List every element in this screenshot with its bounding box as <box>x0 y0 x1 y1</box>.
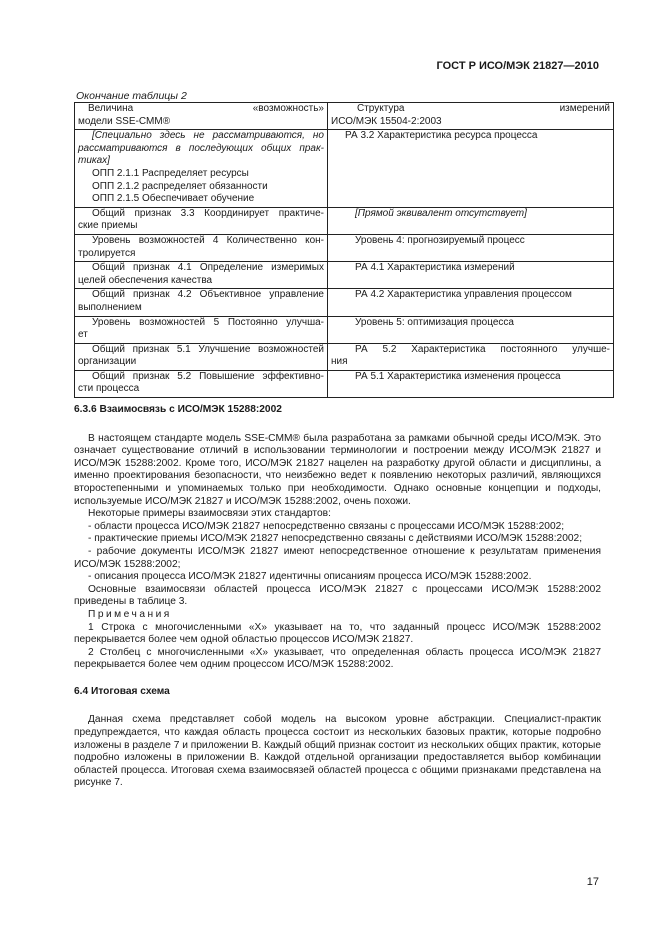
table-cell-left: Общий признак 5.1 Улучшение возможностей организации <box>75 343 328 370</box>
table-cell-right: Уровень 4: прогнозируемый процесс <box>328 234 614 261</box>
table-cell-left: [Специально здесь не рассматриваются, но рассматриваются в последующих общих прак- тиках] ОПП 2.1.1 Распределяет ресурсы ОПП 2.1.2 распределяет обязанности ОПП 2.1.5 Обеспечивает обучение <box>75 130 328 208</box>
page-number: 17 <box>586 876 599 888</box>
table-row <box>75 289 614 316</box>
comparison-table <box>74 102 614 398</box>
table-cell-right: РА 5.1 Характеристика изменения процесса <box>328 370 614 397</box>
table-row <box>75 262 614 289</box>
paragraph: Данная схема представляет собой модель на высоком уровне абстракции. Специалист-практик предупреждается, что каждая область процесса состоит из нескольких базовых практик, которые подробно изложены в разделе 7 и приложении В. Каждый общий признак состоит из нескольких общих практик, которые подробно изложены в приложении В. Каждой отдельной организации предоставляется выбор комбинации областей процесса. Итоговая схема взаимосвязей областей процесса с общими признаками представлена на рисунке 7. <box>74 714 601 789</box>
table-cell-left: Уровень возможностей 4 Количественно кон- тролируется <box>75 234 328 261</box>
header-cell-right: Структура измерений ИСО/МЭК 15504-2:2003 <box>328 103 614 130</box>
table-cell-left: Уровень возможностей 5 Постоянно улучша- ет <box>75 316 328 343</box>
paragraph: В настоящем стандарте модель SSE-CMM® была разработана за рамками обычной среды ИСО/МЭК. Это означает существование отличий в использовании терминологии и построении между ИСО/МЭК 21827 и ИСО/МЭК 15288:2002. Кроме того, ИСО/МЭК 21827 нацелен на разработку другой области и дисциплины, а именно проектирования безопасности, что неизбежно ведет к появлению некоторых различий, являющихся второстепенными и упоминаемых только при необходимости. Однако основные концепции и подходы, используемые ИСО/МЭК 21827 и ИСО/МЭК 15288:2002, очень похожи. <box>74 432 601 507</box>
table-cell-right: РА 4.2 Характеристика управления процессом <box>328 289 614 316</box>
table-row <box>75 370 614 397</box>
table-header-row <box>75 103 614 130</box>
table-caption: Окончание таблицы 2 <box>76 90 187 102</box>
table-cell-right: [Прямой эквивалент отсутствует] <box>328 207 614 234</box>
notes-label: Примечания <box>88 608 172 620</box>
table-cell-left: Общий признак 3.3 Координирует практиче- ские приемы <box>75 207 328 234</box>
table-cell-right: РА 4.1 Характеристика измерений <box>328 262 614 289</box>
table-cell-left: Общий признак 4.1 Определение измеримых целей обеспечения качества <box>75 262 328 289</box>
note: 1 Строка с многочисленными «X» указывает на то, что заданный процесс ИСО/МЭК 15288:2002 перекрывается более чем одной областью процессов ИСО/МЭК 21827. <box>74 621 601 646</box>
section-heading-6-3-6: 6.3.6 Взаимосвязь с ИСО/МЭК 15288:2002 <box>74 404 282 415</box>
table-cell-left: Общий признак 4.2 Объективное управление выполнением <box>75 289 328 316</box>
document-body <box>74 404 601 790</box>
table-row <box>75 343 614 370</box>
table-row <box>75 130 614 208</box>
table-cell-right: Уровень 5: оптимизация процесса <box>328 316 614 343</box>
table-row <box>75 234 614 261</box>
table-cell-right: РА 3.2 Характеристика ресурса процесса <box>328 130 614 208</box>
note: 2 Столбец с многочисленными «X» указывает, что определенная область процесса ИСО/МЭК 21827 перекрывается более чем одним процессом ИСО/МЭК 15288:2002. <box>74 646 601 671</box>
list-item: - описания процесса ИСО/МЭК 21827 идентичны описаниям процесса ИСО/МЭК 15288:2002. <box>88 571 532 583</box>
paragraph: Некоторые примеры взаимосвязи этих стандартов: <box>88 508 331 520</box>
list-item: - области процесса ИСО/МЭК 21827 непосредственно связаны с процессами ИСО/МЭК 15288:2002; <box>88 520 565 532</box>
table-cell-right: РА 5.2 Характеристика постоянного улучше- ния <box>328 343 614 370</box>
document-header: ГОСТ Р ИСО/МЭК 21827—2010 <box>436 60 599 72</box>
list-item: - рабочие документы ИСО/МЭК 21827 имеют непосредственное отношение к результатам применения ИСО/МЭК 15288:2002; <box>74 545 601 570</box>
paragraph: Основные взаимосвязи областей процесса ИСО/МЭК 21827 с процессами ИСО/МЭК 15288:2002 приведены в таблице 3. <box>74 583 601 608</box>
header-cell-left: Величина «возможность» модели SSE-CMM® <box>75 103 328 130</box>
table-row <box>75 316 614 343</box>
table-row <box>75 207 614 234</box>
table-cell-left: Общий признак 5.2 Повышение эффективно- сти процесса <box>75 370 328 397</box>
section-heading-6-4: 6.4 Итоговая схема <box>74 685 170 697</box>
list-item: - практические приемы ИСО/МЭК 21827 непосредственно связаны с действиями ИСО/МЭК 15288:2002; <box>88 533 583 545</box>
